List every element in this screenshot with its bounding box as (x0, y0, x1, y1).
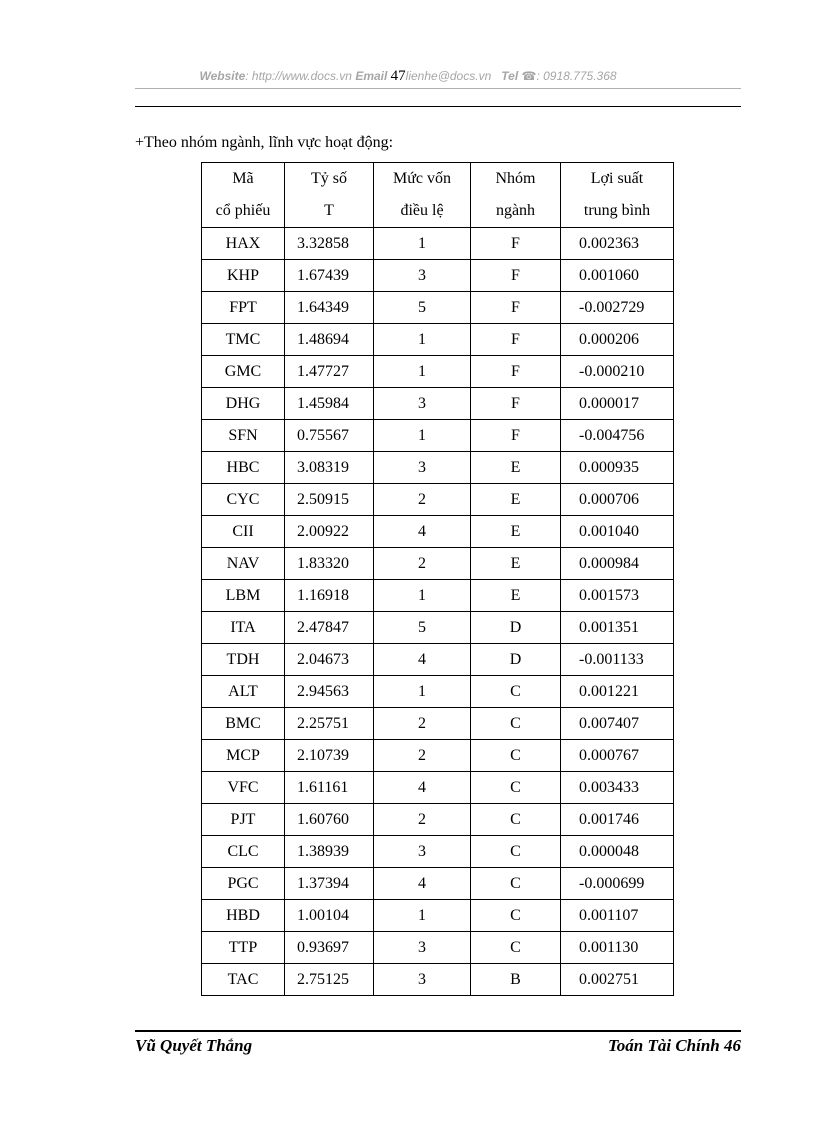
table-row (202, 644, 674, 676)
cell-average-yield: -0.001133 (561, 644, 674, 676)
cell-industry-group: F (471, 388, 561, 420)
cell-industry-group: F (471, 420, 561, 452)
cell-industry-group: F (471, 260, 561, 292)
cell-t-ratio: 2.94563 (285, 676, 374, 708)
cell-average-yield: 0.001060 (561, 260, 674, 292)
cell-stock-code: HAX (202, 228, 285, 260)
cell-charter-capital: 3 (374, 964, 471, 996)
cell-industry-group: E (471, 452, 561, 484)
cell-charter-capital: 1 (374, 228, 471, 260)
cell-average-yield: -0.002729 (561, 292, 674, 324)
cell-average-yield: -0.000210 (561, 356, 674, 388)
cell-stock-code: DHG (202, 388, 285, 420)
cell-t-ratio: 1.45984 (285, 388, 374, 420)
cell-industry-group: C (471, 836, 561, 868)
cell-stock-code: VFC (202, 772, 285, 804)
cell-stock-code: SFN (202, 420, 285, 452)
header-divider-top (135, 88, 741, 89)
cell-stock-code: HBD (202, 900, 285, 932)
cell-charter-capital: 3 (374, 836, 471, 868)
cell-average-yield: 0.007407 (561, 708, 674, 740)
table-header-row (202, 163, 674, 228)
cell-stock-code: NAV (202, 548, 285, 580)
cell-t-ratio: 1.83320 (285, 548, 374, 580)
table-row (202, 676, 674, 708)
cell-industry-group: E (471, 548, 561, 580)
website-label: Website (199, 69, 246, 83)
cell-t-ratio: 1.48694 (285, 324, 374, 356)
cell-stock-code: TMC (202, 324, 285, 356)
cell-t-ratio: 1.00104 (285, 900, 374, 932)
cell-industry-group: E (471, 516, 561, 548)
table-row (202, 868, 674, 900)
cell-industry-group: C (471, 772, 561, 804)
cell-average-yield: 0.001107 (561, 900, 674, 932)
cell-industry-group: F (471, 292, 561, 324)
cell-stock-code: MCP (202, 740, 285, 772)
cell-industry-group: D (471, 644, 561, 676)
cell-stock-code: HBC (202, 452, 285, 484)
cell-industry-group: E (471, 484, 561, 516)
cell-charter-capital: 3 (374, 452, 471, 484)
cell-charter-capital: 1 (374, 676, 471, 708)
cell-stock-code: LBM (202, 580, 285, 612)
cell-average-yield: 0.001130 (561, 932, 674, 964)
cell-average-yield: 0.002751 (561, 964, 674, 996)
table-row (202, 932, 674, 964)
cell-t-ratio: 1.60760 (285, 804, 374, 836)
header-t-ratio: Tỷ số T (285, 163, 374, 228)
cell-average-yield: 0.000706 (561, 484, 674, 516)
website-value: : http://www.docs.vn (245, 69, 352, 83)
table-row (202, 420, 674, 452)
cell-charter-capital: 2 (374, 548, 471, 580)
cell-charter-capital: 3 (374, 260, 471, 292)
table-row (202, 260, 674, 292)
cell-stock-code: GMC (202, 356, 285, 388)
cell-charter-capital: 4 (374, 772, 471, 804)
cell-charter-capital: 4 (374, 868, 471, 900)
table-row (202, 228, 674, 260)
cell-industry-group: F (471, 228, 561, 260)
cell-industry-group: B (471, 964, 561, 996)
table-row (202, 580, 674, 612)
tel-label: Tel (501, 69, 519, 83)
table-row (202, 484, 674, 516)
page-header (0, 68, 816, 85)
cell-industry-group: C (471, 868, 561, 900)
table-row (202, 292, 674, 324)
cell-stock-code: CII (202, 516, 285, 548)
table-row (202, 516, 674, 548)
cell-charter-capital: 5 (374, 292, 471, 324)
cell-stock-code: CYC (202, 484, 285, 516)
cell-industry-group: D (471, 612, 561, 644)
cell-t-ratio: 2.50915 (285, 484, 374, 516)
cell-average-yield: 0.000206 (561, 324, 674, 356)
cell-industry-group: F (471, 356, 561, 388)
cell-average-yield: 0.001573 (561, 580, 674, 612)
cell-average-yield: 0.000935 (561, 452, 674, 484)
header-industry-group: Nhóm ngành (471, 163, 561, 228)
stock-table (201, 162, 674, 996)
header-stock-code: Mã cổ phiếu (202, 163, 285, 228)
page-number: 47 (390, 68, 406, 84)
cell-t-ratio: 1.47727 (285, 356, 374, 388)
cell-charter-capital: 1 (374, 900, 471, 932)
cell-average-yield: -0.004756 (561, 420, 674, 452)
cell-average-yield: 0.000984 (561, 548, 674, 580)
cell-charter-capital: 4 (374, 516, 471, 548)
cell-average-yield: 0.003433 (561, 772, 674, 804)
header-charter-capital: Mức vốn điều lệ (374, 163, 471, 228)
table-row (202, 548, 674, 580)
cell-industry-group: C (471, 676, 561, 708)
cell-industry-group: C (471, 708, 561, 740)
table-row (202, 740, 674, 772)
cell-t-ratio: 1.64349 (285, 292, 374, 324)
table-row (202, 964, 674, 996)
cell-charter-capital: 3 (374, 932, 471, 964)
cell-charter-capital: 1 (374, 324, 471, 356)
cell-t-ratio: 1.37394 (285, 868, 374, 900)
table-row (202, 388, 674, 420)
footer-divider (135, 1030, 741, 1032)
footer-author: Vũ Quyết Thắng (135, 1036, 253, 1055)
email-label: Email (355, 69, 388, 83)
table-row (202, 324, 674, 356)
cell-t-ratio: 2.47847 (285, 612, 374, 644)
cell-charter-capital: 2 (374, 740, 471, 772)
header-average-yield: Lợi suất trung bình (561, 163, 674, 228)
cell-average-yield: 0.001746 (561, 804, 674, 836)
cell-t-ratio: 2.10739 (285, 740, 374, 772)
cell-industry-group: F (471, 324, 561, 356)
cell-t-ratio: 2.75125 (285, 964, 374, 996)
table-row (202, 900, 674, 932)
phone-icon: ☎ (521, 69, 537, 83)
cell-t-ratio: 2.25751 (285, 708, 374, 740)
cell-industry-group: C (471, 804, 561, 836)
cell-average-yield: -0.000699 (561, 868, 674, 900)
cell-industry-group: C (471, 900, 561, 932)
header-divider-bottom (135, 106, 741, 107)
cell-industry-group: E (471, 580, 561, 612)
cell-stock-code: PJT (202, 804, 285, 836)
footer-course: Toán Tài Chính 46 (607, 1036, 741, 1055)
cell-charter-capital: 1 (374, 356, 471, 388)
cell-charter-capital: 3 (374, 388, 471, 420)
cell-t-ratio: 2.00922 (285, 516, 374, 548)
cell-stock-code: TTP (202, 932, 285, 964)
cell-t-ratio: 1.61161 (285, 772, 374, 804)
cell-charter-capital: 1 (374, 580, 471, 612)
cell-t-ratio: 1.16918 (285, 580, 374, 612)
table-row (202, 612, 674, 644)
cell-average-yield: 0.000767 (561, 740, 674, 772)
cell-t-ratio: 1.67439 (285, 260, 374, 292)
table-row (202, 356, 674, 388)
table-row (202, 836, 674, 868)
cell-stock-code: FPT (202, 292, 285, 324)
cell-average-yield: 0.000048 (561, 836, 674, 868)
email-value: lienhe@docs.vn (405, 69, 492, 83)
tel-value: : 0918.775.368 (536, 69, 617, 83)
cell-t-ratio: 0.75567 (285, 420, 374, 452)
table-row (202, 804, 674, 836)
table-row (202, 772, 674, 804)
section-heading: +Theo nhóm ngành, lĩnh vực hoạt động: (135, 134, 394, 151)
cell-average-yield: 0.001351 (561, 612, 674, 644)
cell-average-yield: 0.001040 (561, 516, 674, 548)
cell-stock-code: CLC (202, 836, 285, 868)
cell-t-ratio: 3.08319 (285, 452, 374, 484)
cell-stock-code: TDH (202, 644, 285, 676)
cell-average-yield: 0.002363 (561, 228, 674, 260)
cell-charter-capital: 4 (374, 644, 471, 676)
cell-charter-capital: 5 (374, 612, 471, 644)
cell-stock-code: BMC (202, 708, 285, 740)
cell-t-ratio: 3.32858 (285, 228, 374, 260)
cell-charter-capital: 1 (374, 420, 471, 452)
cell-charter-capital: 2 (374, 804, 471, 836)
cell-t-ratio: 0.93697 (285, 932, 374, 964)
cell-stock-code: KHP (202, 260, 285, 292)
cell-stock-code: PGC (202, 868, 285, 900)
cell-stock-code: ITA (202, 612, 285, 644)
cell-stock-code: ALT (202, 676, 285, 708)
cell-industry-group: C (471, 740, 561, 772)
cell-charter-capital: 2 (374, 484, 471, 516)
table-row (202, 708, 674, 740)
cell-charter-capital: 2 (374, 708, 471, 740)
cell-t-ratio: 2.04673 (285, 644, 374, 676)
table-row (202, 452, 674, 484)
cell-t-ratio: 1.38939 (285, 836, 374, 868)
cell-stock-code: TAC (202, 964, 285, 996)
cell-average-yield: 0.001221 (561, 676, 674, 708)
cell-average-yield: 0.000017 (561, 388, 674, 420)
cell-industry-group: C (471, 932, 561, 964)
